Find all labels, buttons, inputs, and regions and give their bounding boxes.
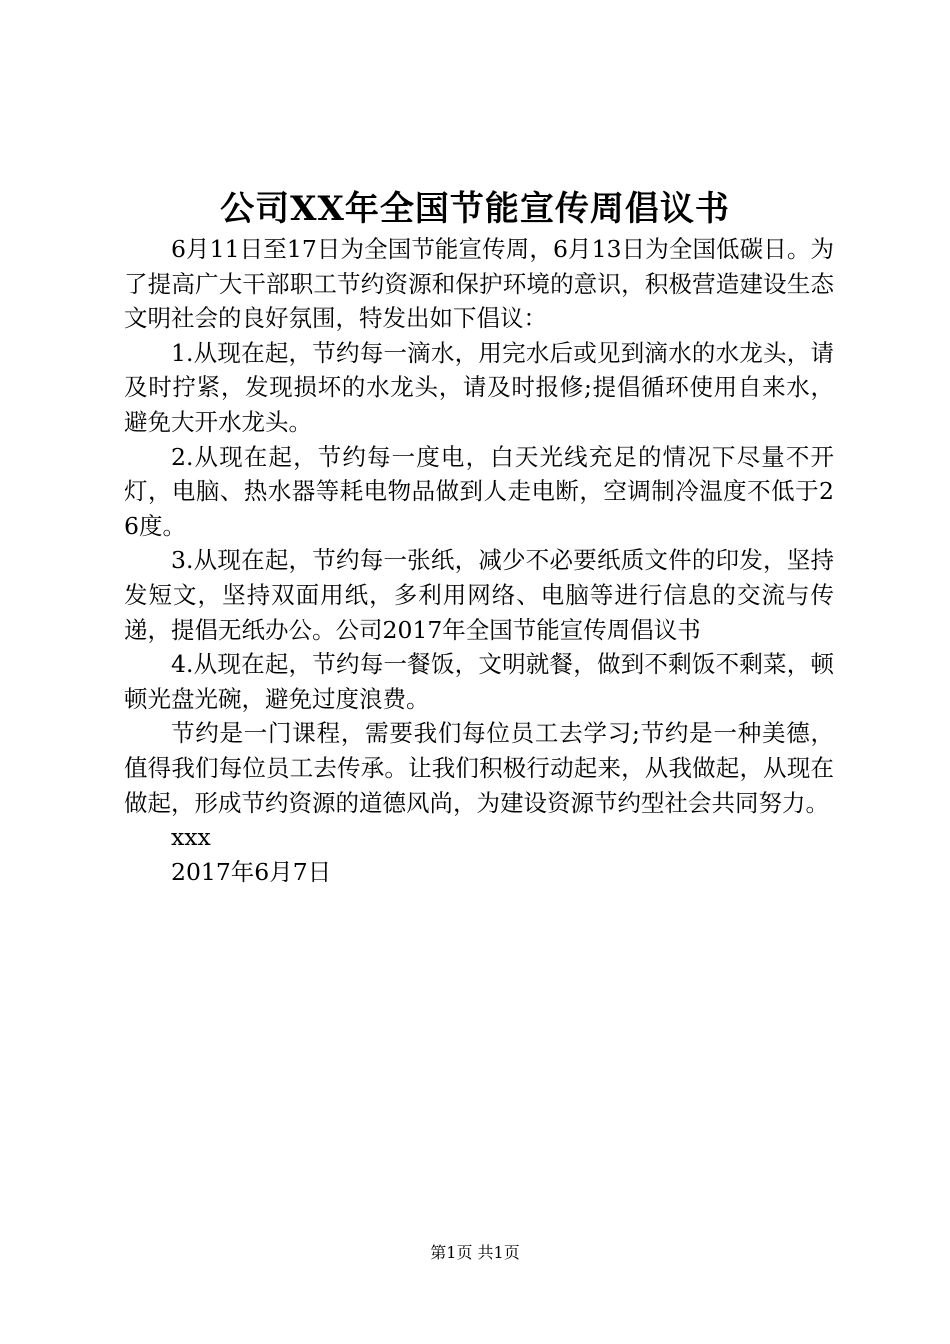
closing-paragraph: 节约是一门课程，需要我们每位员工去学习;节约是一种美德，值得我们每位员工去传承。让我们积极行动起来，从我做起，从现在做起，形成节约资源的道德风尚，为建设资源节约型社会共同努力。 bbox=[124, 719, 834, 817]
signature-date: 2017年6月7日 bbox=[171, 857, 332, 886]
document-title: 公司XX年全国节能宣传周倡议书 bbox=[220, 189, 730, 229]
signature-name: xxx bbox=[171, 823, 211, 852]
intro-paragraph: 6月11日至17日为全国节能宣传周，6月13日为全国低碳日。为了提高广大干部职工节约资源和保护环境的意识，积极营造建设生态文明社会的良好氛围，特发出如下倡议： bbox=[124, 235, 834, 333]
proposal-paper-paragraph: 3.从现在起，节约每一张纸，减少不必要纸质文件的印发，坚持发短文，坚持双面用纸，多利用网络、电脑等进行信息的交流与传递，提倡无纸办公。公司2017年全国节能宣传周倡议书 bbox=[124, 546, 834, 644]
proposal-food-paragraph: 4.从现在起，节约每一餐饭，文明就餐，做到不剩饭不剩菜，顿顿光盘光碗，避免过度浪费。 bbox=[124, 650, 834, 713]
document-body bbox=[124, 232, 834, 889]
proposal-water-paragraph: 1.从现在起，节约每一滴水，用完水后或见到滴水的水龙头，请及时拧紧，发现损坏的水龙头，请及时报修;提倡循环使用自来水，避免大开水龙头。 bbox=[124, 338, 834, 436]
proposal-electricity-paragraph: 2.从现在起，节约每一度电，白天光线充足的情况下尽量不开灯，电脑、热水器等耗电物品做到人走电断，空调制冷温度不低于26度。 bbox=[124, 442, 834, 540]
page-number-footer: 第1页 共1页 bbox=[430, 1243, 520, 1262]
